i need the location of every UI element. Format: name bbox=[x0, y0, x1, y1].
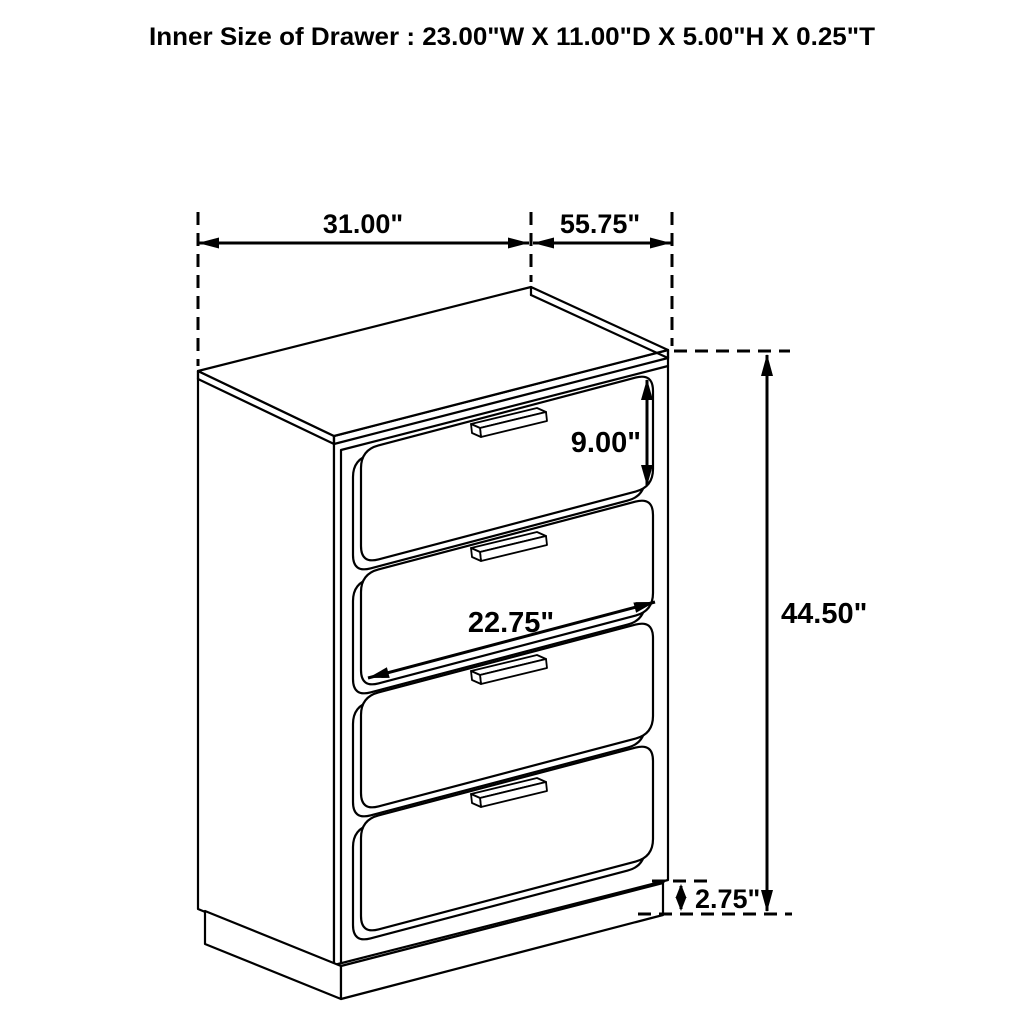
dim-label-base-height: 2.75" bbox=[695, 884, 761, 914]
dim-label-top-depth: 55.75" bbox=[559, 209, 641, 239]
dim-top-depth bbox=[533, 209, 671, 249]
arrowhead-down-icon bbox=[761, 890, 773, 912]
arrowhead-right-icon bbox=[508, 238, 529, 249]
dim-total-height bbox=[761, 354, 867, 912]
arrowhead-left-icon bbox=[533, 238, 554, 249]
arrowhead-right-icon bbox=[650, 238, 671, 249]
dim-label-top-width: 31.00" bbox=[322, 209, 404, 239]
cabinet-side-panel bbox=[198, 371, 334, 965]
dim-base-height bbox=[676, 884, 761, 914]
arrowhead-up-icon bbox=[761, 354, 773, 376]
diagram-title: Inner Size of Drawer : 23.00"W X 11.00"D X 5.00"H X 0.25"T bbox=[149, 23, 875, 51]
dim-top-width bbox=[198, 209, 529, 249]
dim-label-drawer-width: 22.75" bbox=[467, 607, 555, 639]
dim-label-drawer-height: 9.00" bbox=[570, 427, 641, 459]
arrowhead-down-icon bbox=[676, 897, 687, 911]
arrowhead-left-icon bbox=[198, 238, 219, 249]
dim-label-total-height: 44.50" bbox=[781, 598, 868, 630]
arrowhead-up-icon bbox=[676, 884, 687, 898]
